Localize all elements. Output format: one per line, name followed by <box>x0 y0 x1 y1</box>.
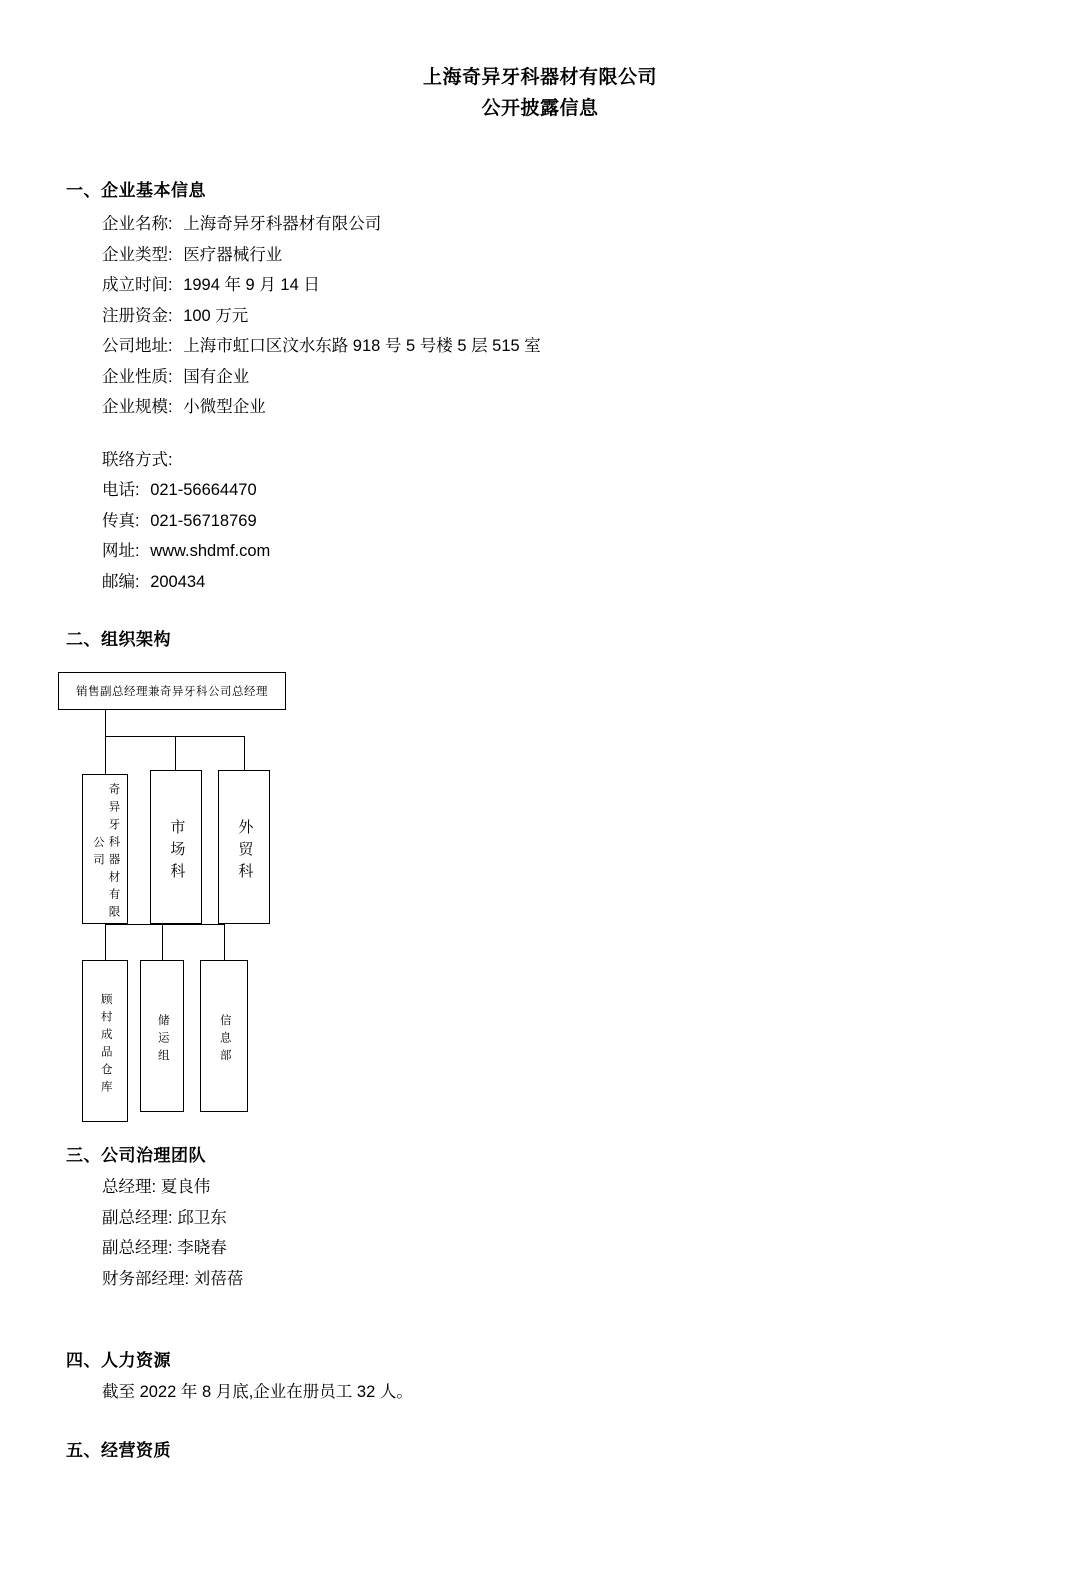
contact-title: 联络方式: <box>102 450 173 469</box>
field-row <box>102 270 1080 301</box>
field-value: 1994 年 9 月 14 日 <box>183 276 320 294</box>
contact-label: 传真: <box>102 511 140 530</box>
field-label: 企业规模: <box>102 398 173 416</box>
governance-row <box>102 1203 1080 1234</box>
section-basic-info <box>0 176 1080 597</box>
document-page <box>0 62 1080 1589</box>
field-value: 医疗器械行业 <box>183 245 283 264</box>
document-title-line1: 上海奇异牙科器材有限公司 <box>422 67 657 88</box>
org-box-level1 <box>218 770 270 924</box>
contact-label: 网址: <box>102 542 140 560</box>
section3-heading: 三、公司治理团队 <box>66 1146 206 1165</box>
section2-heading: 二、组织架构 <box>66 630 171 649</box>
field-label: 公司地址: <box>102 337 173 355</box>
section4-heading: 四、人力资源 <box>66 1351 171 1370</box>
contact-value: 021-56664470 <box>150 481 257 499</box>
governance-label: 副总经理: <box>102 1208 173 1227</box>
governance-row <box>102 1264 1080 1295</box>
governance-list <box>102 1172 1080 1294</box>
field-label: 企业名称: <box>102 215 173 233</box>
section1-heading: 一、企业基本信息 <box>66 181 206 200</box>
org-box-label: 市场科 <box>168 819 186 885</box>
field-row <box>102 209 1080 240</box>
document-title-line2: 公开披露信息 <box>481 98 599 119</box>
section-human-resources <box>0 1346 1080 1408</box>
governance-row <box>102 1172 1080 1203</box>
org-box-level1 <box>82 774 128 924</box>
contact-row <box>102 567 1080 598</box>
section-business-qualification <box>0 1436 1080 1461</box>
contact-row <box>102 506 1080 537</box>
org-box-top: 销售副总经理兼奇异牙科公司总经理 <box>58 672 286 710</box>
org-connector <box>105 736 106 774</box>
org-box-label: 顾村成品仓库 <box>99 992 112 1098</box>
contact-label: 邮编: <box>102 572 140 591</box>
field-row <box>102 392 1080 423</box>
section5-heading: 五、经营资质 <box>66 1440 171 1460</box>
field-value: 上海市虹口区汶水东路 918 号 5 号楼 5 层 515 室 <box>183 337 541 355</box>
org-chart <box>58 672 478 1127</box>
field-label: 企业性质: <box>102 367 173 386</box>
org-connector <box>244 736 245 770</box>
org-connector <box>105 924 225 925</box>
spacer <box>102 423 1080 445</box>
field-label: 成立时间: <box>102 276 173 294</box>
org-box-level2 <box>82 960 128 1122</box>
field-value: 100 万元 <box>183 306 249 325</box>
org-box-level1 <box>150 770 202 924</box>
governance-value: 邱卫东 <box>177 1208 227 1227</box>
org-connector <box>175 736 176 770</box>
section-org-structure <box>0 625 1080 1127</box>
field-row <box>102 240 1080 271</box>
org-box-label: 储运组 <box>156 1013 169 1067</box>
field-value: 国有企业 <box>183 367 250 386</box>
contact-value: www.shdmf.com <box>150 542 271 560</box>
governance-label: 副总经理: <box>102 1239 173 1257</box>
governance-value: 刘蓓蓓 <box>193 1269 244 1288</box>
section4-text: 截至 2022 年 8 月底,企业在册员工 32 人。 <box>102 1383 413 1401</box>
contact-label: 电话: <box>102 481 140 499</box>
contact-row <box>102 536 1080 567</box>
contact-value: 021-56718769 <box>150 511 257 530</box>
contact-row <box>102 475 1080 506</box>
org-connector <box>224 924 225 960</box>
org-connector <box>105 924 106 960</box>
governance-row <box>102 1233 1080 1264</box>
org-box-level2 <box>140 960 184 1112</box>
governance-value: 李晓春 <box>177 1239 227 1257</box>
org-connector <box>162 924 163 960</box>
org-box-label: 信息部 <box>218 1013 231 1067</box>
field-row <box>102 331 1080 362</box>
org-connector <box>105 710 106 736</box>
document-title <box>0 62 1080 124</box>
field-label: 企业类型: <box>102 245 173 264</box>
governance-label: 财务部经理: <box>102 1269 190 1288</box>
governance-value: 夏良伟 <box>160 1178 211 1196</box>
contact-value: 200434 <box>150 572 206 591</box>
field-label: 注册资金: <box>102 306 173 325</box>
section1-field-list <box>102 209 1080 597</box>
governance-label: 总经理: <box>102 1178 157 1196</box>
section-governance-team <box>0 1141 1080 1294</box>
org-box-label: 奇异牙科器材有限公司 <box>92 783 120 923</box>
field-value: 小微型企业 <box>183 398 266 416</box>
field-row <box>102 301 1080 332</box>
org-box-level2 <box>200 960 248 1112</box>
field-row <box>102 362 1080 393</box>
org-box-label: 外贸科 <box>236 819 254 885</box>
field-value: 上海奇异牙科器材有限公司 <box>183 215 382 233</box>
